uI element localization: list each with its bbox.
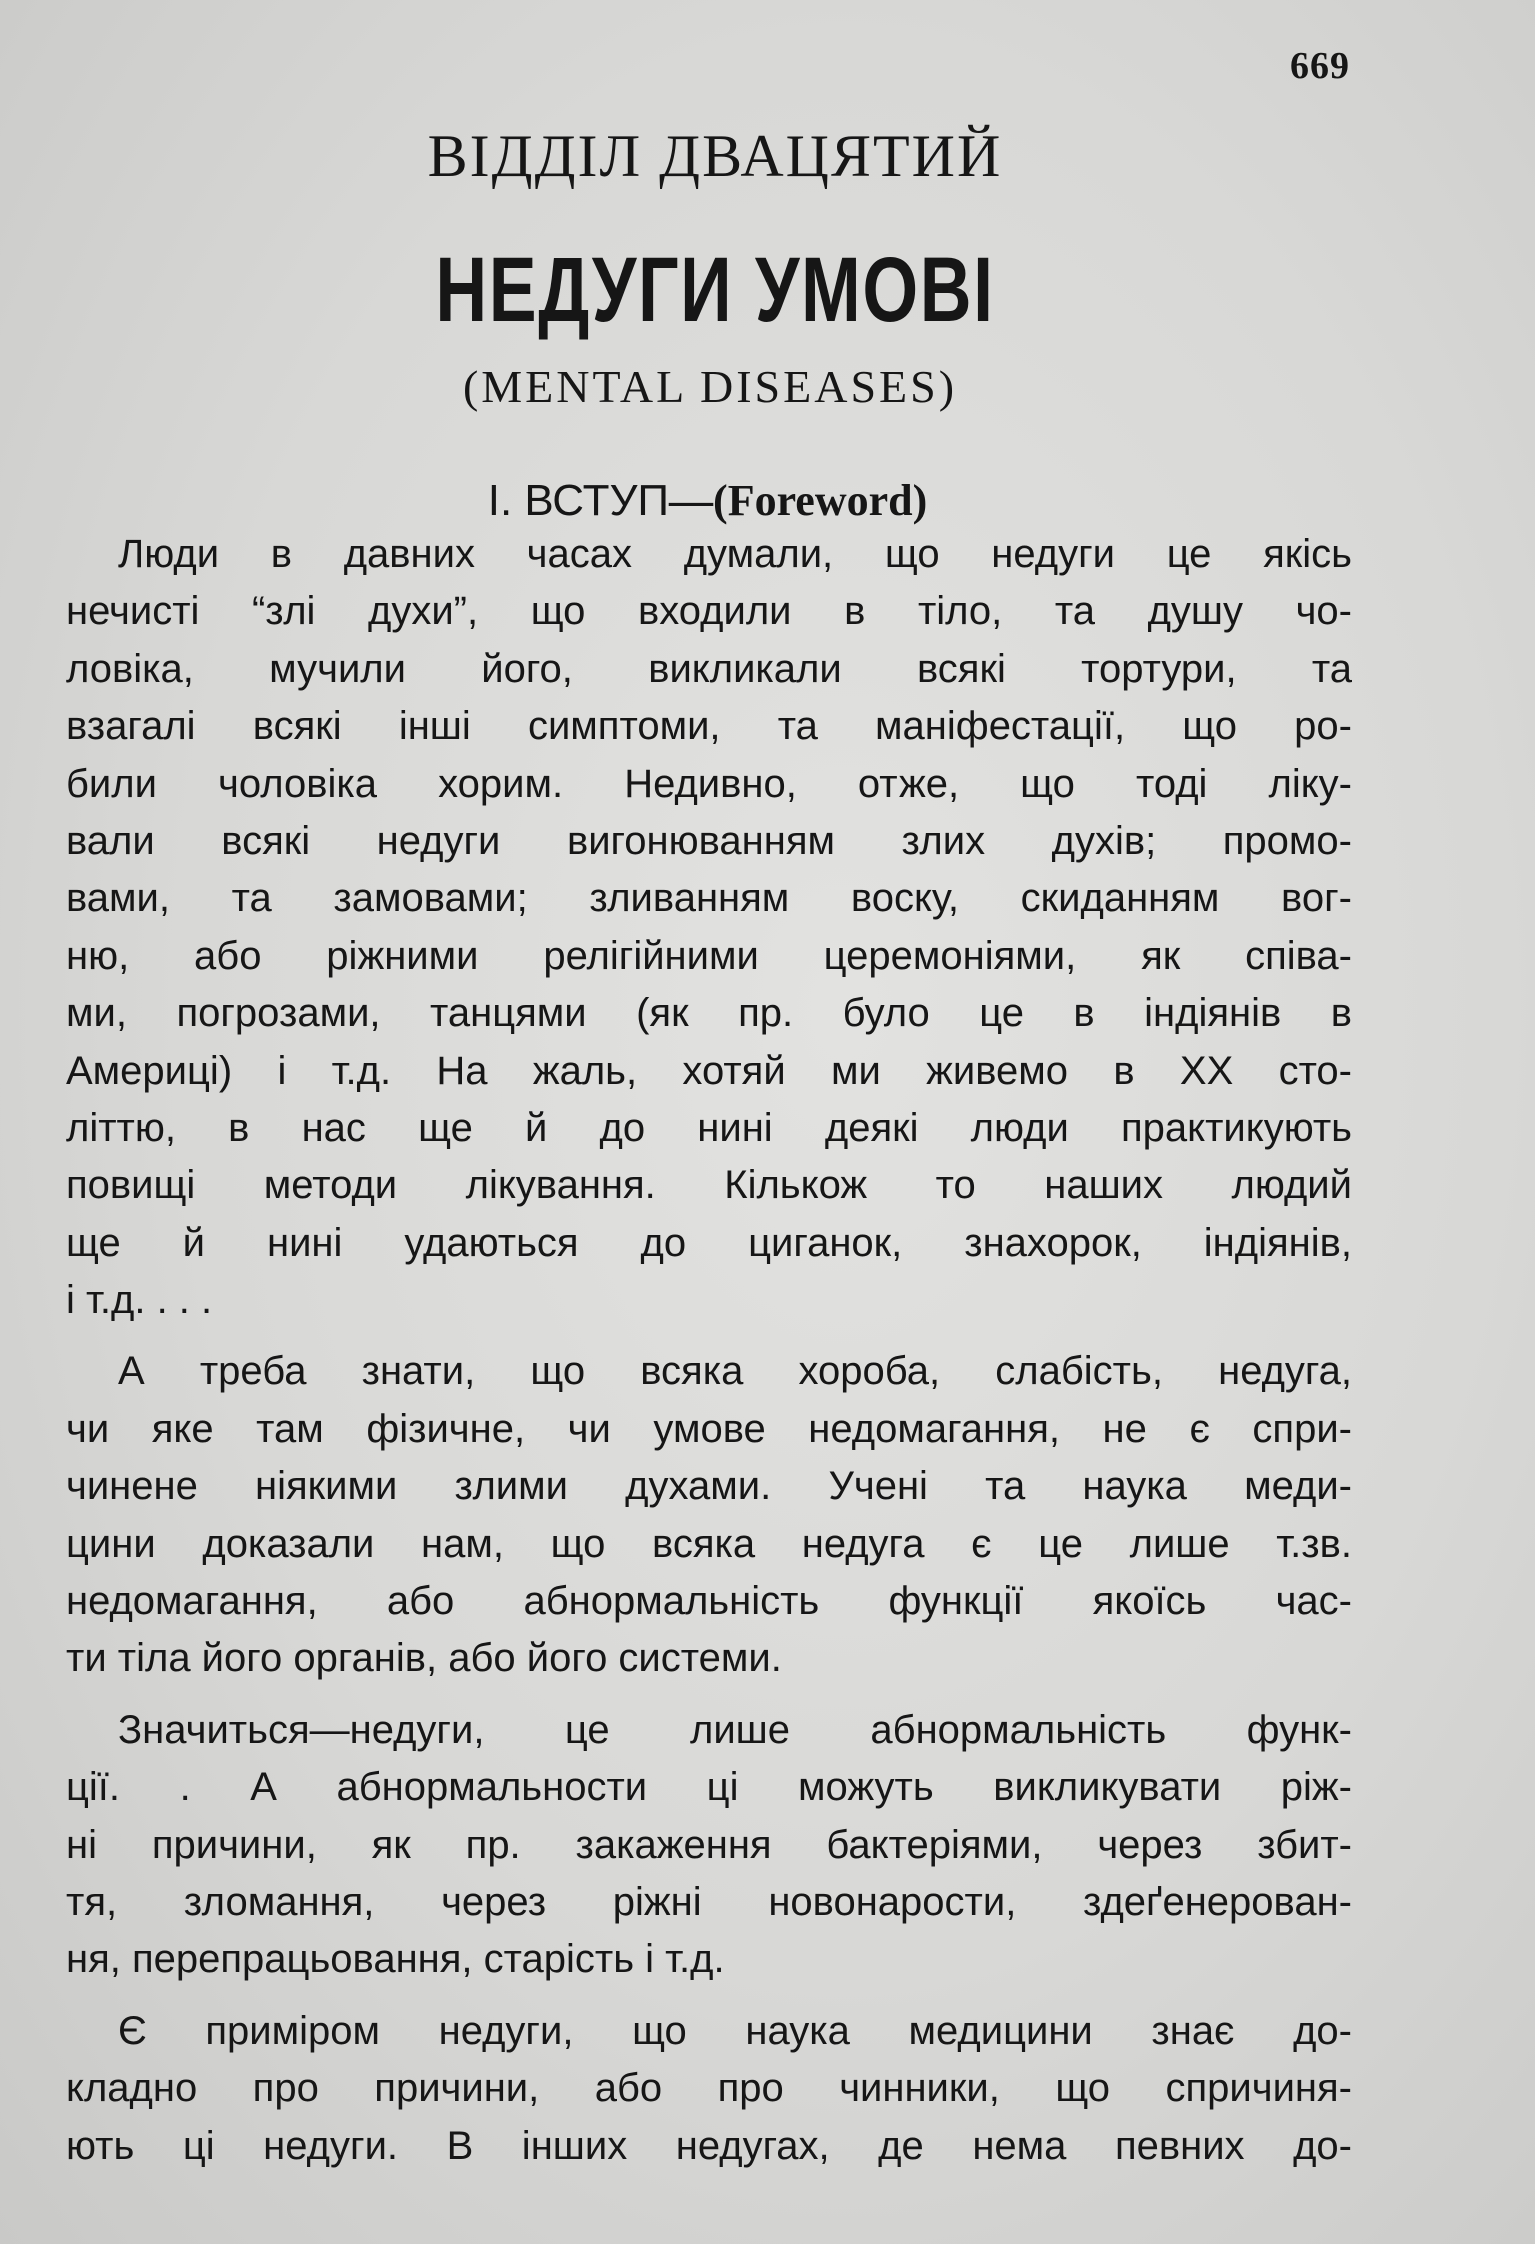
chapter-subtitle: (MENTAL DISEASES) (462, 361, 958, 412)
text-line: ми, погрозами, танцями (як пр. було це в індіянів в (66, 991, 1352, 1036)
text-line: нечисті “злі духи”, що входили в тіло, та душу чо- (66, 589, 1352, 634)
text-line: чинене ніякими злими духами. Учені та наука меди- (66, 1464, 1352, 1509)
text-line: вами, та замовами; зливанням воску, скиданням вог- (66, 876, 1352, 921)
paragraph-2 (66, 1343, 1352, 1687)
text-line: Є приміром недуги, що наука медицини знає до- (118, 2008, 1352, 2053)
paragraph-gap (66, 1329, 1352, 1343)
body-text (66, 526, 1352, 2175)
text-line: недомагання, або абнормальність функції якоїсь час- (66, 1579, 1352, 1624)
text-line: і т.д. . . . (66, 1278, 213, 1323)
page-number: 669 (1290, 45, 1350, 87)
text-line: взагалі всякі інші симптоми, та манiфестації, що ро- (66, 704, 1352, 749)
subsection-heading-english: —(Foreword) (669, 476, 928, 525)
section-heading: ВІДДІЛ ДВАЦЯТИЙ (427, 123, 1003, 189)
text-line: вали всякі недуги вигонюванням злих духів; промо- (66, 818, 1352, 863)
text-line: Люди в давних часах думали, що недуги це якісь (118, 532, 1352, 576)
text-line: тя, зломання, через ріжні новонарости, здеґенерован- (66, 1879, 1352, 1924)
paragraph-1 (66, 526, 1352, 1329)
text-line: ловіка, мучили його, викликали всякі тортури, та (66, 646, 1352, 691)
subsection-heading (0, 475, 1415, 526)
paragraph-3 (66, 1702, 1352, 1989)
text-line: ню, або ріжними релігійними церемоніями, як співа- (66, 933, 1352, 978)
paragraph-gap (66, 1989, 1352, 2003)
text-line: цини доказали нам, що всяка недуга є це лише т.зв. (66, 1521, 1352, 1566)
text-line: ні причини, як пр. закаження бактеріями, через збит- (66, 1822, 1352, 1867)
text-line: били чоловіка хорим. Недивно, отже, що тоді ліку- (66, 761, 1352, 806)
text-line: А треба знати, що всяка хороба, слабість, недуга, (118, 1349, 1352, 1394)
text-line: кладно про причини, або про чинники, що спричиня- (66, 2066, 1352, 2111)
text-line: ти тіла його органів, або його системи. (66, 1636, 782, 1681)
text-line: Значиться—недуги, це лише абнормальність функ- (118, 1707, 1352, 1752)
text-line: Америці) і т.д. На жаль, хотяй ми живемо в XX сто- (66, 1048, 1352, 1093)
text-line: ції. . А абнормальности ці можуть викликувати ріж- (66, 1765, 1352, 1810)
text-line: ще й нині удаються до циганок, знахорок, індіянів, (66, 1220, 1352, 1265)
paragraph-gap (66, 1688, 1352, 1702)
chapter-title: НЕДУГИ УМОВІ (435, 239, 995, 341)
text-line: літтю, в нас ще й до нині деякі люди практикують (66, 1105, 1352, 1150)
text-line: ють ці недуги. В інших недугах, де нема певних до- (66, 2123, 1352, 2168)
text-line: ня, перепрацьовання, старість і т.д. (66, 1937, 725, 1982)
text-line: чи яке там фізичне, чи умове недомагання, не є спри- (66, 1406, 1352, 1451)
subsection-heading-ukrainian: І. ВСТУП (487, 476, 670, 525)
paragraph-4 (66, 2003, 1352, 2175)
text-line: повищі методи лікування. Кількож то наших людий (66, 1163, 1352, 1208)
